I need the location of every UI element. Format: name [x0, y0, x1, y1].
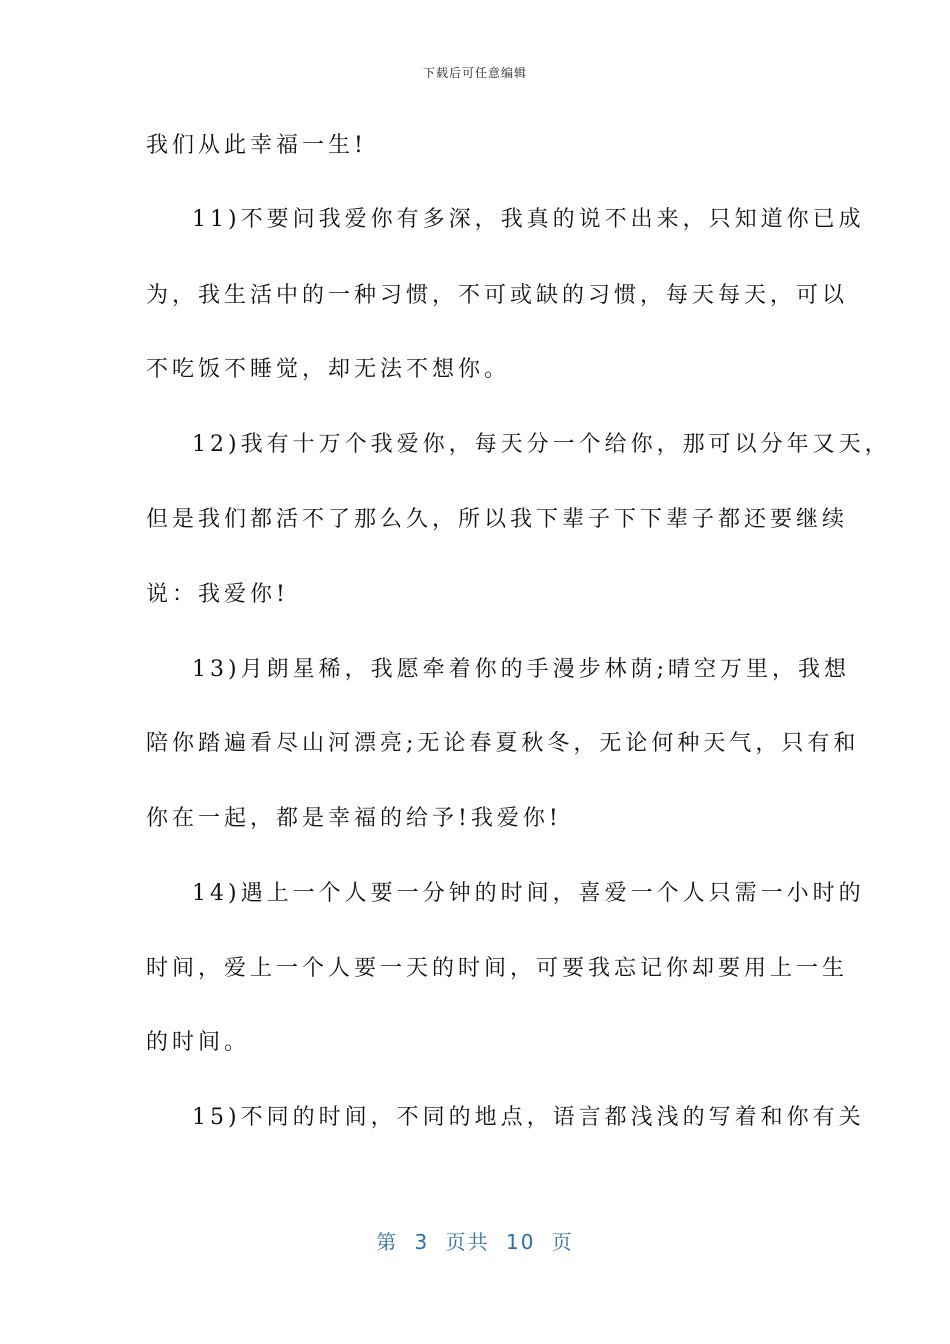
- body-line: 我们从此幸福一生!: [146, 133, 367, 158]
- body-line: 说：我爱你!: [146, 582, 289, 607]
- body-line: 不吃饭不睡觉，却无法不想你。: [146, 357, 511, 382]
- page-header-note: 下载后可任意编辑: [422, 66, 527, 80]
- body-line: 陪你踏遍看尽山河漂亮;无论春夏秋冬，无论何种天气，只有和: [146, 731, 860, 756]
- body-line: 时间，爱上一个人要一天的时间，可要我忘记你却要用上一生: [146, 956, 849, 981]
- body-line: 13)月朗星稀，我愿牵着你的手漫步林荫;晴空万里，我想: [192, 657, 850, 682]
- body-line: 但是我们都活不了那么久，所以我下辈子下下辈子都还要继续: [146, 507, 849, 532]
- body-line: 你在一起，都是幸福的给予!我爱你!: [146, 806, 562, 831]
- body-line: 11)不要问我爱你有多深，我真的说不出来，只知道你已成: [192, 207, 865, 232]
- body-line: 14)遇上一个人要一分钟的时间，喜爱一个人只需一小时的: [192, 881, 865, 906]
- body-line: 为，我生活中的一种习惯，不可或缺的习惯，每天每天，可以: [146, 283, 849, 308]
- body-line: 15)不同的时间，不同的地点，语言都浅浅的写着和你有关: [192, 1105, 865, 1130]
- body-line: 12)我有十万个我爱你，每天分一个给你，那可以分年又天，: [192, 432, 891, 457]
- page-number-footer: 第 3 页共 10 页: [376, 1230, 574, 1254]
- body-line: 的时间。: [146, 1030, 251, 1055]
